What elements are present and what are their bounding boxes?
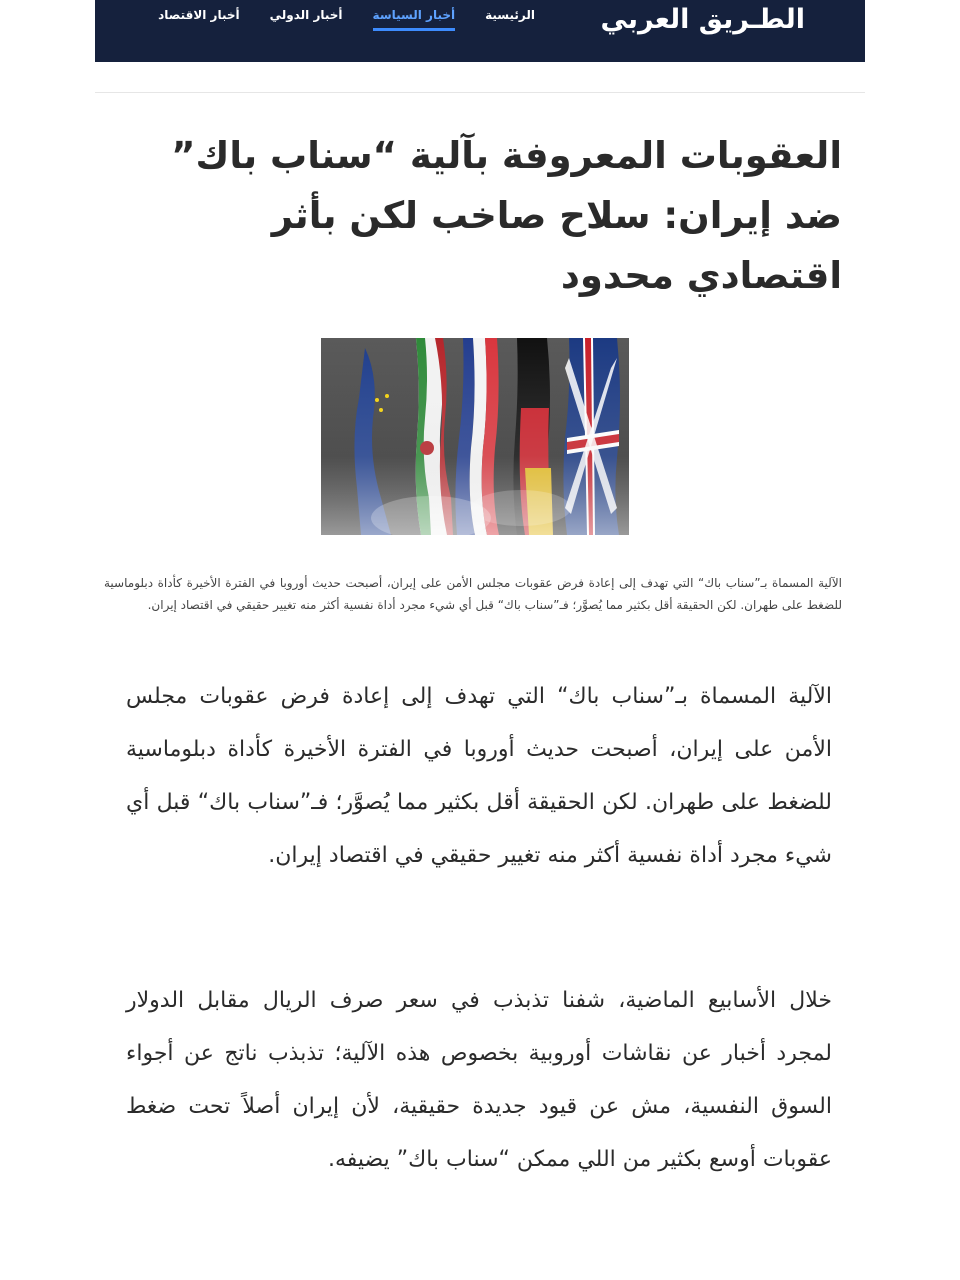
site-header (95, 0, 865, 62)
flags-image (321, 338, 629, 535)
nav-item-economy[interactable]: أخبار الاقتصاد (158, 8, 240, 22)
flags-illustration (321, 338, 629, 535)
image-caption: الآلية المسماة بـ”سناب باك“ التي تهدف إلى إعادة فرض عقوبات مجلس الأمن على إيران، أصبحت حديث أوروبا في الفترة الأخيرة كأداة دبلوماسية للضغط على طهران. لكن الحقيقة أقل بكثير مما يُصوَّر؛ فـ”سناب باك“ قبل أي شيء مجرد أداة نفسية أكثر منه تغيير حقيقي في اقتصاد إيران. (104, 576, 842, 612)
article-paragraph: خلال الأسابيع الماضية، شفنا تذبذب في سعر صرف الريال مقابل الدولار لمجرد أخبار عن نقاشات أوروبية بخصوص هذه الآلية؛ تذبذب ناتج عن أجواء السوق النفسية، مش عن قيود جديدة حقيقية، لأن إيران أصلاً تحت ضغط عقوبات أوسع بكثير من اللي ممكن “سناب باك” يضيفه. (126, 988, 832, 1172)
nav-item-politics[interactable]: أخبار السياسة (373, 8, 456, 31)
article-title: العقوبات المعروفة بآلية “سناب باك” ضد إيران: سلاح صاخب لكن بأثر اقتصادي محدود (171, 134, 842, 297)
site-logo[interactable]: الطـريق العربي (600, 4, 805, 35)
main-nav (128, 8, 535, 31)
header-divider (95, 92, 865, 93)
article-paragraph: الآلية المسماة بـ”سناب باك“ التي تهدف إلى إعادة فرض عقوبات مجلس الأمن على إيران، أصبحت حديث أوروبا في الفترة الأخيرة كأداة دبلوماسية للضغط على طهران. لكن الحقيقة أقل بكثير مما يُصوَّر؛ فـ”سناب باك“ قبل أي شيء مجرد أداة نفسية أكثر منه تغيير حقيقي في اقتصاد إيران. (126, 684, 832, 868)
nav-item-international[interactable]: أخبار الدولي (269, 8, 343, 22)
nav-item-home[interactable]: الرئيسية (485, 8, 535, 22)
